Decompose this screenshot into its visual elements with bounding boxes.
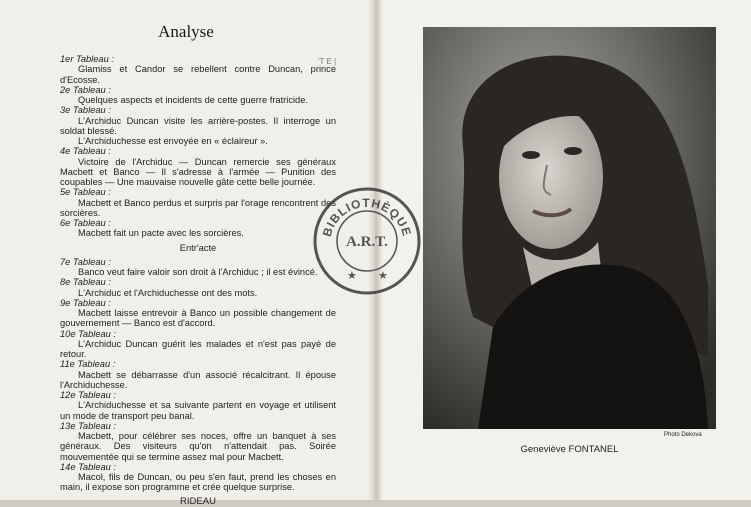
tableau-description: L'Archiduchesse et sa suivante partent en voyage et utilisent un mode de transport peu banal. — [60, 400, 336, 421]
tableau-label: 4e Tableau : — [60, 146, 111, 157]
tableau-description: Glamiss et Candor se rebellent contre Duncan, prince d'Ecosse. — [60, 64, 336, 85]
stamp-star-icon: ★ — [347, 270, 357, 282]
tableau-label: 7e Tableau : — [60, 256, 111, 267]
corner-mark: 'T E | — [318, 57, 337, 66]
tableau-description: L'Archiduc Duncan guérit les malades et n'est pas payé de retour. — [60, 338, 336, 359]
stamp-center-text: A.R.T. — [346, 234, 388, 250]
tableau-label: 14e Tableau : — [60, 461, 117, 472]
tableau-description: L'Archiduchesse est envoyée en « éclaireur ». — [78, 136, 268, 146]
tableau-description: Victoire de l'Archiduc — Duncan remercie ses généraux Macbett et Banco — Il s'adresse à l'armée — Punition des coupables — Une mauvaise nouvelle gâte cette belle journée. — [60, 156, 336, 187]
tableau-label: 9e Tableau : — [60, 297, 111, 308]
tableau-label: 3e Tableau : — [60, 105, 111, 116]
tableau-description: Macbett fait un pacte avec les sorcières. — [78, 228, 244, 239]
tableau-description: Macol, fils de Duncan, ou peu s'en faut, prend les choses en main, il expose son programme et crée quelque surprise. — [60, 472, 336, 493]
tableaux-group-2 — [60, 257, 336, 493]
tableau-label: 11e Tableau : — [60, 359, 116, 370]
tableau-label: 2e Tableau : — [60, 84, 111, 95]
tableau-label: 1er Tableau : — [60, 54, 114, 64]
tableau-label: 12e Tableau : — [60, 390, 117, 400]
intermission-heading: Entr'acte — [179, 242, 217, 253]
ending-label: RIDEAU — [180, 495, 216, 507]
tableaux-group-1 — [60, 54, 336, 239]
tableau-description: Quelques aspects et incidents de cette guerre fratricide. — [78, 95, 308, 105]
portrait-photo — [423, 27, 716, 429]
tableau-description: Macbett et Banco perdus et surpris par l'orage rencontrent des sorcières. — [60, 197, 336, 218]
tableau-description: Banco veut faire valoir son droit à l'Archiduc ; il est évincé. — [78, 267, 318, 277]
tableau-description: L'Archiduc Duncan visite les arrière-postes. Il interroge un soldat blessé. — [60, 115, 336, 136]
tableau-description: Macbett, pour célébrer ses noces, offre un banquet à ses généraux. Des visiteurs qu'on n'attendait pas. Soirée mouvementée qui se termine assez mal pour Macbett. — [60, 431, 336, 462]
stamp-top-text: BIBLIOTHÈQUE — [319, 195, 415, 239]
portrait-illustration — [423, 27, 716, 429]
page-title: Analyse — [158, 22, 214, 41]
photo-caption: Geneviève FONTANEL — [520, 444, 619, 455]
tableau-description: Macbett laisse entrevoir à Banco un possible changement de gouvernement — Banco est d'accord. — [60, 308, 336, 329]
tableau-label: 5e Tableau : — [60, 187, 111, 198]
synopsis-text — [60, 54, 336, 507]
stamp-star-icon: ★ — [378, 270, 388, 282]
tableau-description: Macbett se débarrasse d'un associé récalcitrant. Il épouse l'Archiduchesse. — [60, 369, 336, 390]
tableau-label: 8e Tableau : — [60, 277, 111, 288]
photo-credit: Photo Dekova — [664, 432, 702, 438]
library-stamp — [312, 186, 422, 296]
tableau-label: 6e Tableau : — [60, 218, 111, 228]
tableau-label: 13e Tableau : — [60, 420, 117, 431]
tableau-label: 10e Tableau : — [60, 328, 117, 339]
tableau-description: L'Archiduc et l'Archiduchesse ont des mots. — [78, 287, 258, 298]
